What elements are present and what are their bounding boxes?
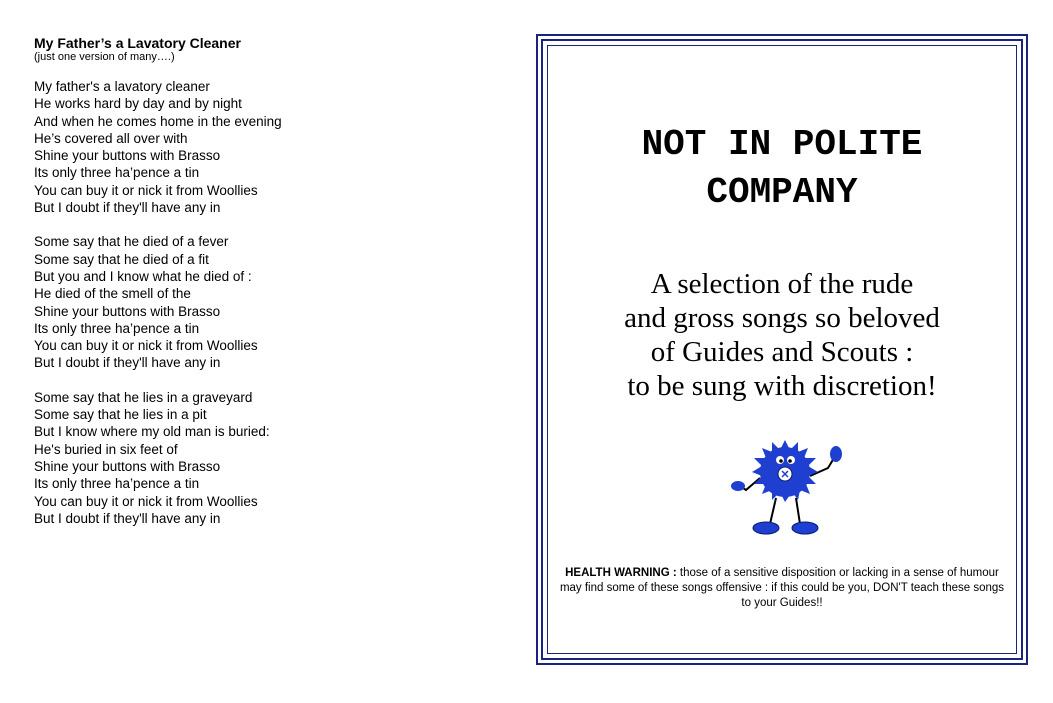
- lyric-line: Shine your buttons with Brasso: [34, 148, 221, 164]
- song-title: My Father’s a Lavatory Cleaner: [34, 35, 241, 51]
- lyric-line: My father's a lavatory cleaner: [34, 79, 210, 94]
- cover-subtitle-line: of Guides and Scouts :: [650, 336, 914, 368]
- verse-3: [34, 389, 504, 527]
- cover-subtitle-line: to be sung with discretion!: [627, 370, 937, 402]
- lyric-line: Its only three ha’pence a tin: [34, 476, 200, 492]
- blue-fuzzy-mascot-icon: [730, 438, 846, 538]
- cover-title-line: COMPANY: [706, 172, 858, 213]
- lyric-line: Some say that he lies in a graveyard: [34, 389, 253, 405]
- cover-subtitle-line: A selection of the rude: [650, 268, 914, 300]
- lyric-line: And when he comes home in the evening: [34, 113, 282, 129]
- cover-subtitle-line: and gross songs so beloved: [624, 302, 940, 334]
- health-warning: [558, 566, 1006, 611]
- verse-2: [34, 233, 504, 371]
- lyric-line: You can buy it or nick it from Woollies: [34, 338, 258, 354]
- cover-title-line: NOT IN POLITE: [641, 124, 923, 165]
- lyric-line: But you and I know what he died of :: [34, 268, 252, 284]
- lyric-line: Shine your buttons with Brasso: [34, 458, 221, 474]
- cover-page: [536, 34, 1028, 665]
- lyric-line: You can buy it or nick it from Woollies: [34, 493, 258, 509]
- lyric-line: Some say that he lies in a pit: [34, 407, 207, 423]
- lyric-line: Its only three ha’pence a tin: [34, 320, 200, 336]
- health-warning-text: those of a sensitive disposition or lacking in a sense of humour may find some of these songs offensive : if this could be you, DON'T teach these songs to your Guides!!: [559, 567, 1005, 609]
- lyric-line: He's buried in six feet of: [34, 441, 178, 457]
- cover-title: [538, 121, 1026, 217]
- lyric-line: He died of the smell of the: [34, 286, 191, 302]
- song-verses: [34, 78, 504, 527]
- song-page: [34, 35, 504, 544]
- lyric-line: He works hard by day and by night: [34, 96, 242, 112]
- lyric-line: But I doubt if they'll have any in: [34, 355, 221, 371]
- health-warning-label: HEALTH WARNING :: [565, 567, 677, 579]
- lyric-line: Some say that he died of a fever: [34, 234, 229, 250]
- lyric-line: He’s covered all over with: [34, 130, 188, 146]
- lyric-line: But I know where my old man is buried:: [34, 424, 270, 440]
- verse-1: [34, 78, 504, 216]
- song-subtitle: (just one version of many….): [34, 51, 175, 63]
- lyric-line: You can buy it or nick it from Woollies: [34, 182, 258, 198]
- lyric-line: But I doubt if they'll have any in: [34, 510, 221, 526]
- lyric-line: But I doubt if they'll have any in: [34, 200, 221, 216]
- lyric-line: Its only three ha’pence a tin: [34, 165, 200, 181]
- cover-subtitle: [538, 267, 1026, 403]
- lyric-line: Shine your buttons with Brasso: [34, 303, 221, 319]
- lyric-line: Some say that he died of a fit: [34, 251, 209, 267]
